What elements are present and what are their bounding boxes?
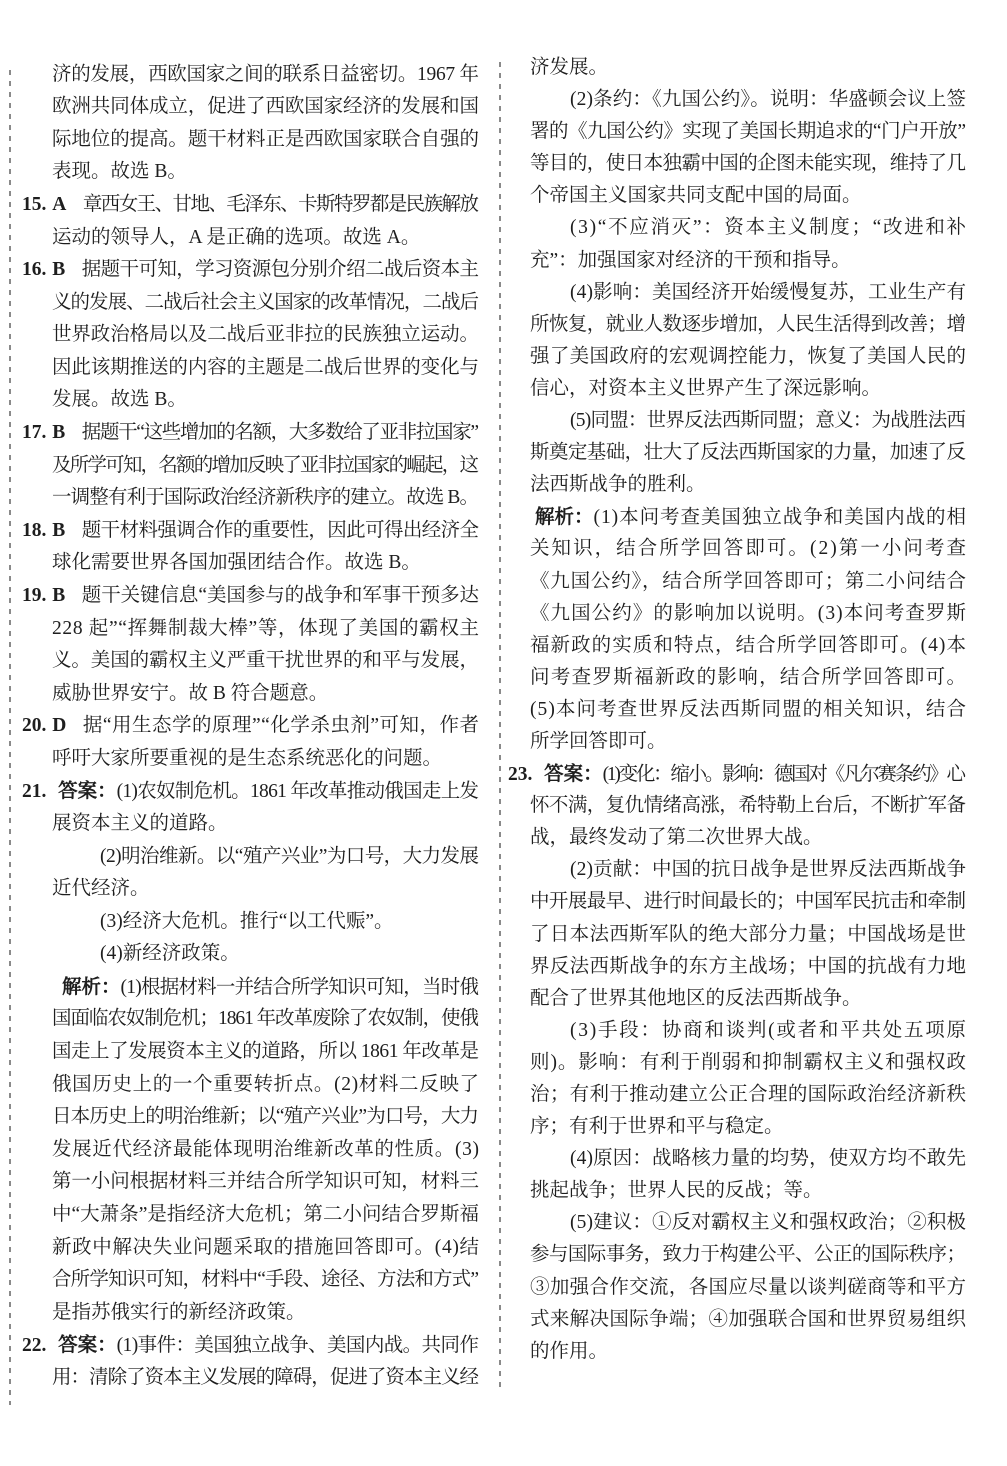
text-line [508, 758, 966, 790]
text-line [508, 469, 966, 501]
text-line [508, 212, 966, 244]
left-column [22, 59, 479, 1395]
text-line [22, 1003, 479, 1036]
line-text: 据题干可知，学习资源包分别介绍二战后资本主 [81, 259, 479, 281]
text-line [508, 790, 966, 822]
line-text: 国走上了发展资本主义的道路，所以 1861 年改革是 [52, 1041, 479, 1063]
text-line [508, 951, 966, 983]
text-line [508, 1079, 966, 1111]
sub-answer [508, 212, 966, 276]
text-line [508, 501, 966, 533]
line-text: 欧洲共同体成立，促进了西欧国家经济的发展和国 [52, 96, 479, 118]
line-text: 中“大萧条”是指经济大危机；第二小问结合罗斯福 [52, 1203, 480, 1225]
question-item [22, 189, 479, 254]
line-text: 第一小问根据材料三并结合所学知识可知，材料三 [52, 1171, 479, 1193]
line-text: 合所学知识可知，材料中“手段、途径、方法和方式” [52, 1269, 479, 1291]
line-text: (2)条约：《九国公约》。说明：华盛顿会议上签 [570, 89, 967, 111]
line-text: 了日本法西斯军队的绝大部分力量；中国战场是世 [530, 923, 967, 945]
line-text: 呼吁大家所要重视的是生态系统恶化的问题。 [52, 747, 443, 769]
question-number: 16. [22, 259, 47, 281]
text-line [22, 775, 479, 808]
line-text: 日本历史上的明治维新；以“殖产兴业”为口号，大力 [52, 1106, 479, 1128]
line-text: 问考查罗斯福新政的影响，结合所学回答即可。 [530, 666, 968, 688]
text-line [22, 1134, 479, 1167]
text-line [508, 1047, 966, 1079]
line-text: 题干材料强调合作的重要性，因此可得出经济全 [81, 519, 479, 541]
continuation-text [508, 52, 966, 84]
text-line [508, 886, 966, 918]
line-text: 治；有利于推动建立公正合理的国际政治经济新秩 [530, 1084, 967, 1105]
line-text: 强了美国政府的宏观调控能力，恢复了美国人民的 [530, 345, 967, 367]
line-text: 配合了世界其他地区的反法西斯战争。 [530, 987, 862, 1009]
line-text: 怀不满，复仇情绪高涨，希特勒上台后，不断扩军备 [530, 795, 966, 817]
analysis-block [22, 971, 479, 1329]
text-line [508, 1175, 966, 1207]
line-text: 式来解决国际争端；④加强联合国和世界贸易组织 [530, 1308, 967, 1330]
text-line [22, 808, 479, 841]
text-line [508, 662, 966, 694]
line-text: 界反法西斯战争的东方主战场；中国的抗战有力地 [530, 955, 967, 977]
line-text: (5)本问考查世界反法西斯同盟的相关知识，结合 [530, 698, 968, 720]
text-line [508, 919, 966, 951]
sub-answer [22, 938, 479, 971]
text-line [22, 1297, 479, 1330]
text-line [22, 319, 479, 352]
question-item [22, 710, 479, 775]
text-line [22, 156, 479, 189]
text-line [22, 971, 479, 1004]
line-text: 一调整有利于国际政治经济新秩序的建立。故选 B。 [52, 487, 479, 509]
text-line [22, 1362, 479, 1395]
line-text: 228 起”“挥舞制裁大棒”等，体现了美国的霸权主 [52, 617, 480, 639]
line-text: 发展近代经济最能体现明治维新改革的性质。(3) [52, 1138, 480, 1160]
question-number: 15. [22, 194, 47, 215]
line-text: (1)根据材料一并结合所学知识可知，当时俄 [120, 976, 479, 998]
line-text: 据“用生态学的原理”“化学杀虫剂”可知，作者 [82, 715, 480, 737]
line-text: 运动的领导人，A 是正确的选项。故选 A。 [52, 226, 421, 248]
question-item [22, 580, 479, 710]
question-item [22, 417, 479, 515]
text-line [508, 598, 966, 630]
line-text: 章西女王、甘地、毛泽东、卡斯特罗都是民族解放 [82, 194, 478, 215]
line-text: 威胁世界安宁。故 B 符合题意。 [52, 682, 329, 704]
question-number: 18. [22, 519, 47, 541]
text-line [22, 1036, 479, 1069]
line-text: 的作用。 [530, 1340, 609, 1362]
line-text: (1)农奴制危机。1861 年改革推动俄国走上发 [116, 781, 479, 803]
text-line [508, 341, 966, 373]
analysis-block [508, 501, 969, 758]
sub-answer [508, 405, 966, 501]
line-text: 个帝国主义国家共同支配中国的局面。 [530, 185, 862, 207]
text-line [508, 180, 966, 212]
line-text: (4)新经济政策。 [100, 943, 240, 965]
line-text: 序；有利于世界和平与稳定。 [530, 1116, 784, 1138]
line-text: (3)手段：协商和谈判(或者和平共处五项原 [570, 1019, 968, 1041]
line-text: 则)。影响：有利于削弱和抑制霸权主义和强权政 [530, 1051, 967, 1073]
text-line [22, 841, 479, 874]
sub-answer [508, 854, 966, 1014]
sub-answer [508, 84, 966, 212]
line-text: 济的发展，西欧国家之间的联系日益密切。1967 年 [52, 63, 479, 85]
answer-choice: B [52, 584, 66, 606]
text-line [22, 59, 479, 92]
column-divider [499, 62, 501, 1392]
line-text: ③加强合作交流，各国应尽量以谈判磋商等和平方 [530, 1276, 967, 1298]
line-text: 《九国公约》的影响加以说明。(3)本问考查罗斯 [530, 602, 968, 624]
text-line [22, 906, 479, 939]
line-text: 《九国公约》，结合所学回答即可；第二小问结合 [530, 570, 967, 592]
line-text: 中开展最早、进行时间最长的；中国军民抗击和牵制 [530, 891, 966, 913]
answer-label: 答案： [544, 763, 603, 786]
binding-fold-line [9, 70, 11, 1405]
text-line [22, 384, 479, 417]
text-line [22, 873, 479, 906]
text-line [508, 566, 966, 598]
text-line [22, 645, 479, 678]
text-line [508, 148, 966, 180]
question-number: 21. [22, 781, 47, 803]
text-line [508, 983, 966, 1015]
text-line [22, 287, 479, 320]
text-line [508, 1143, 966, 1175]
text-line [22, 938, 479, 971]
text-line [508, 533, 969, 565]
text-line [508, 52, 966, 84]
line-text: 俄国历史上的一个重要转折点。(2)材料二反映了 [52, 1073, 480, 1095]
answer-label: 答案： [58, 1334, 117, 1357]
sub-answer [22, 906, 479, 939]
line-text: 关知识，结合所学回答即可。(2)第一小问考查 [530, 538, 969, 560]
text-line [508, 116, 966, 148]
line-text: 国面临农奴制危机；1861 年改革废除了农奴制，使俄 [52, 1008, 478, 1030]
line-text: (2)贡献：中国的抗日战争是世界反法西斯战争 [570, 859, 967, 881]
text-line [508, 373, 966, 405]
question-number: 22. [22, 1335, 47, 1357]
line-text: 新政中解决失业问题采取的措施回答即可。(4)结 [52, 1236, 480, 1258]
line-text: 因此该期推送的内容的主题是二战后世界的变化与 [52, 356, 479, 378]
analysis-label: 解析： [535, 506, 594, 529]
answer-choice: B [52, 519, 66, 541]
line-text: (5)同盟：世界反法西斯同盟；意义：为战胜法西 [570, 410, 966, 432]
sub-answer [22, 841, 479, 906]
line-text: (1)本问考查美国独立战争和美国内战的相 [593, 507, 967, 529]
text-line [22, 352, 479, 385]
text-line [508, 437, 966, 469]
text-line [508, 405, 966, 437]
question-item [22, 515, 479, 580]
line-text: 等目的，使日本独霸中国的企图未能实现，维持了几 [530, 153, 966, 175]
line-text: 世界政治格局以及二战后亚非拉的民族独立运动。 [52, 324, 479, 346]
line-text: 福新政的实质和特点，结合所学回答即可。(4)本 [530, 634, 968, 656]
text-line [22, 710, 479, 743]
text-line [508, 1111, 966, 1143]
text-line [22, 1329, 479, 1362]
line-text: (4)原因：战略核力量的均势，使双方均不敢先 [570, 1148, 967, 1170]
line-text: 表现。故选 B。 [52, 161, 187, 183]
line-text: 战，最终发动了第二次世界大战。 [530, 827, 823, 849]
line-text: 所学回答即可。 [530, 730, 667, 752]
line-text: 用：清除了资本主义发展的障碍，促进了资本主义经 [52, 1366, 479, 1388]
answer-choice: B [52, 422, 66, 444]
text-line [22, 254, 479, 287]
text-line [508, 1207, 966, 1239]
analysis-label: 解析： [62, 975, 121, 998]
right-column [508, 52, 969, 1368]
text-line [22, 1264, 479, 1297]
answer-item [508, 758, 966, 854]
line-text: 是指苏俄实行的新经济政策。 [52, 1301, 306, 1323]
line-text: 义的发展、二战后社会主义国家的改革情况，二战后 [52, 291, 479, 313]
text-line [22, 417, 479, 450]
text-line [508, 1304, 966, 1336]
sub-answer [508, 277, 966, 405]
continuation-text [22, 59, 479, 189]
text-line [22, 450, 479, 483]
line-text: 据题干“这些增加的名额，大多数给了亚非拉国家” [81, 422, 478, 444]
text-line [508, 630, 966, 662]
answer-choice: A [52, 194, 67, 215]
text-line [22, 580, 479, 613]
text-line [22, 547, 479, 580]
line-text: 署的《九国公约》实现了美国长期追求的“门户开放” [530, 121, 966, 143]
text-line [22, 91, 479, 124]
text-line [508, 726, 966, 758]
line-text: 信心，对资本主义世界产生了深远影响。 [530, 377, 882, 399]
text-line [22, 1101, 479, 1134]
text-line [22, 1232, 479, 1265]
line-text: 充”：加强国家对经济的干预和指导。 [530, 249, 851, 271]
line-text: 法西斯战争的胜利。 [530, 474, 706, 496]
text-line [22, 515, 479, 548]
line-text: 挑起战争；世界人民的反战；等。 [530, 1180, 823, 1202]
text-line [508, 1015, 966, 1047]
line-text: 及所学可知，名额的增加反映了亚非拉国家的崛起，这 [52, 454, 478, 476]
line-text: 近代经济。 [52, 878, 150, 900]
text-line [22, 189, 479, 222]
text-line [508, 309, 966, 341]
line-text: (1)事件：美国独立战争、美国内战。共同作 [116, 1335, 479, 1357]
answer-item [22, 1329, 479, 1394]
line-text: 展资本主义的道路。 [52, 812, 228, 834]
text-line [508, 84, 966, 116]
text-line [22, 1166, 479, 1199]
sub-answer [508, 1015, 966, 1143]
question-number: 19. [22, 584, 47, 606]
line-text: 斯奠定基础，壮大了反法西斯国家的力量，加速了反 [530, 442, 966, 464]
answer-label: 答案： [58, 780, 117, 803]
line-text: (5)建议：①反对霸权主义和强权政治；②积极 [570, 1212, 967, 1234]
sub-answer [508, 1207, 966, 1367]
answer-choice: B [52, 259, 66, 281]
text-line [22, 743, 479, 776]
question-number: 17. [22, 422, 47, 444]
line-text: 球化需要世界各国加强团结合作。故选 B。 [52, 552, 421, 574]
text-line [508, 1239, 966, 1271]
text-line [22, 1199, 479, 1232]
text-line [508, 245, 966, 277]
answer-item [22, 775, 479, 840]
answer-choice: D [52, 715, 67, 737]
text-line [22, 222, 479, 255]
line-text: (3)“不应消灭”：资本主义制度；“改进和补 [570, 217, 968, 239]
line-text: 题干关键信息“美国参与的战争和军事干预多达 [81, 584, 479, 606]
line-text: (3)经济大危机。推行“以工代赈”。 [100, 910, 394, 932]
line-text: 发展。故选 B。 [52, 389, 187, 411]
text-line [508, 277, 966, 309]
sub-answer [508, 1143, 966, 1207]
line-text: 参与国际事务，致力于构建公平、公正的国际秩序； [530, 1244, 966, 1266]
text-line [508, 822, 966, 854]
text-line [508, 1272, 966, 1304]
text-line [22, 678, 479, 711]
question-item [22, 254, 479, 417]
line-text: (4)影响：美国经济开始缓慢复苏，工业生产有 [570, 281, 967, 303]
line-text: (1)变化：缩小。影响：德国对《凡尔赛条约》心 [602, 764, 964, 786]
text-line [22, 613, 479, 646]
line-text: 济发展。 [530, 57, 609, 78]
line-text: 义。美国的霸权主义严重干扰世界的和平与发展， [52, 650, 479, 672]
question-number: 23. [508, 764, 533, 786]
line-text: 际地位的提高。题干材料正是西欧国家联合自强的 [52, 128, 479, 150]
text-line [22, 124, 479, 157]
text-line [508, 1336, 966, 1368]
line-text: (2)明治维新。以“殖产兴业”为口号，大力发展 [100, 845, 479, 867]
line-text: 所恢复，就业人数逐步增加，人民生活得到改善；增 [530, 313, 966, 335]
text-line [508, 694, 966, 726]
question-number: 20. [22, 715, 47, 737]
text-line [508, 854, 966, 886]
text-line [22, 1069, 479, 1102]
text-line [22, 482, 479, 515]
